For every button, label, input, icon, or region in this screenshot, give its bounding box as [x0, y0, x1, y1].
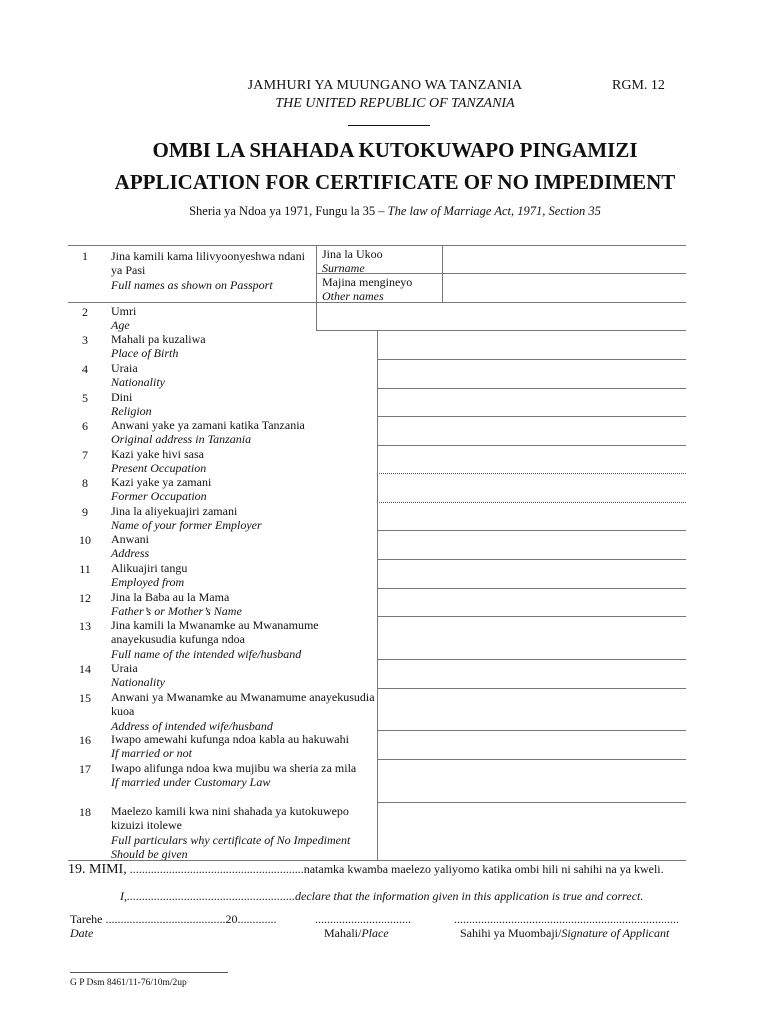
table-rule — [377, 530, 686, 531]
table-rule — [377, 588, 686, 589]
law-reference-en: The law of Marriage Act, 1971, Section 35 — [387, 204, 601, 218]
table-rule — [377, 802, 686, 803]
surname-label-en: Surname — [322, 261, 365, 276]
answer-field[interactable] — [377, 689, 686, 731]
row-number: 11 — [79, 562, 91, 576]
row-label — [111, 661, 376, 690]
form-code: RGM. 12 — [612, 78, 665, 93]
signature-line[interactable]: ........................................................................... — [454, 912, 679, 926]
table-rule — [377, 559, 686, 560]
row-label-en: Full particulars why certificate of No Impediment Should be given — [111, 832, 351, 861]
answer-field[interactable] — [377, 417, 686, 446]
row-label-full-names — [111, 249, 311, 292]
row-label-en: Name of your former Employer — [111, 518, 262, 533]
table-rule — [377, 445, 686, 446]
row-label-en: Full name of the intended wife/husband — [111, 646, 302, 661]
date-label: Date — [70, 926, 94, 940]
date-line[interactable]: Tarehe ........................................20............. — [70, 912, 277, 926]
row-label-en: Present Occupation — [111, 461, 207, 476]
title-sw: OMBI LA SHAHADA KUTOKUWAPO PINGAMIZI — [152, 138, 638, 162]
answer-field[interactable] — [377, 589, 686, 617]
row-label-sw: Jina la Baba au la Mama — [111, 590, 230, 604]
row-label-sw: Uraia — [111, 661, 138, 675]
row-label — [111, 361, 376, 390]
row-label — [111, 304, 376, 333]
row-label-sw: Jina la aliyekuajiri zamani — [111, 504, 238, 518]
answer-field[interactable] — [377, 531, 686, 560]
row-label-sw: Umri — [111, 304, 137, 318]
declaration-en: I,........................................................declare that the information given in this application is true and correct. — [120, 889, 644, 903]
row-label — [111, 390, 376, 419]
declaration-number: 19. MIMI, — [68, 862, 127, 877]
row-label — [111, 732, 376, 761]
answer-field[interactable] — [377, 617, 686, 660]
row-label-sw: Iwapo alifunga ndoa kwa mujibu wa sheria za mila — [111, 761, 357, 775]
row-label — [111, 590, 376, 619]
other-names-label — [322, 275, 412, 304]
table-rule — [377, 616, 686, 617]
row-label-en: Address — [111, 546, 150, 561]
row-label — [111, 332, 376, 361]
answer-field[interactable] — [377, 331, 686, 360]
other-names-label-sw: Majina mengineyo — [322, 275, 413, 289]
table-rule — [68, 860, 686, 861]
row-number: 16 — [79, 733, 91, 747]
answer-field[interactable] — [377, 389, 686, 417]
header-divider — [348, 125, 430, 126]
row-label-en: If married or not — [111, 746, 192, 761]
row-label — [111, 561, 376, 590]
row-label-sw: Kazi yake hivi sasa — [111, 447, 204, 461]
row-number: 12 — [79, 591, 91, 605]
row-number: 7 — [82, 448, 88, 462]
answer-field[interactable] — [377, 503, 686, 531]
place-label-sw: Mahali/ — [324, 926, 362, 940]
place-line[interactable]: ................................ — [315, 912, 411, 926]
surname-field[interactable] — [443, 246, 686, 274]
row-number: 9 — [82, 505, 88, 519]
row-label-en: Religion — [111, 404, 152, 419]
header-country-en: THE UNITED REPUBLIC OF TANZANIA — [275, 96, 515, 111]
place-label — [324, 926, 389, 941]
row-number: 18 — [79, 805, 91, 819]
answer-field[interactable] — [377, 660, 686, 689]
table-rule — [377, 473, 686, 474]
table-rule — [68, 302, 686, 303]
signature-label — [460, 926, 669, 941]
table-rule — [377, 416, 686, 417]
table-rule — [377, 388, 686, 389]
footer-rule — [70, 972, 228, 973]
row-label-en: Age — [111, 318, 130, 333]
row-label — [111, 804, 376, 861]
row-number: 15 — [79, 691, 91, 705]
row-number: 17 — [79, 762, 91, 776]
row-label — [111, 504, 376, 533]
signature-label-sw: Sahihi ya Muombaji/ — [460, 926, 562, 940]
row-number: 10 — [79, 533, 91, 547]
table-rule — [316, 330, 686, 331]
table-rule — [68, 245, 686, 246]
row-label-sw: Jina kamili kama lilivyoonyeshwa ndani ya Pasi — [111, 249, 305, 278]
row-label-en: Nationality — [111, 375, 165, 390]
surname-label-sw: Jina la Ukoo — [322, 247, 383, 261]
signature-label-en: Signature of Applicant — [561, 926, 670, 940]
row-label-sw: Anwani ya Mwanamke au Mwanamume anayekusudia kuoa — [111, 690, 375, 719]
row-label-sw: Iwapo amewahi kufunga ndoa kabla au hakuwahi — [111, 732, 349, 746]
row-number: 1 — [82, 249, 88, 263]
surname-label — [322, 247, 383, 276]
declaration-sw — [68, 862, 664, 878]
row-label-sw: Kazi yake ya zamani — [111, 475, 212, 489]
table-rule — [377, 659, 686, 660]
row-label-sw: Mahali pa kuzaliwa — [111, 332, 206, 346]
row-label — [111, 690, 376, 733]
declaration-sw-text: ..........................................................natamka kwamba maelezo yaliyomo katika ombi hili ni sahihi na ya kweli. — [126, 862, 664, 876]
answer-field[interactable] — [377, 446, 686, 474]
row-label-en: If married under Customary Law — [111, 775, 271, 790]
row-label-sw: Maelezo kamili kwa nini shahada ya kutokuwepo kizuizi itolewe — [111, 804, 349, 833]
law-reference-sw: Sheria ya Ndoa ya 1971, Fungu la 35 – — [189, 204, 388, 218]
answer-field[interactable] — [377, 474, 686, 503]
row-label — [111, 761, 376, 790]
table-rule — [377, 759, 686, 760]
row-number: 5 — [82, 391, 88, 405]
table-rule — [377, 688, 686, 689]
row-number: 4 — [82, 362, 88, 376]
row-label-en: Place of Birth — [111, 346, 179, 361]
table-rule — [316, 245, 317, 330]
answer-field[interactable] — [377, 560, 686, 589]
row-label-en: Full names as shown on Passport — [111, 277, 273, 292]
title-en: APPLICATION FOR CERTIFICATE OF NO IMPEDIMENT — [114, 170, 676, 194]
row-label-sw: Alikuajiri tangu — [111, 561, 188, 575]
row-label-en: Father’s or Mother’s Name — [111, 604, 242, 619]
other-names-label-en: Other names — [322, 289, 384, 304]
other-names-field[interactable] — [443, 274, 686, 302]
row-label-en: Former Occupation — [111, 489, 207, 504]
law-reference — [0, 204, 770, 219]
answer-field[interactable] — [377, 731, 686, 760]
row-label-en: Nationality — [111, 675, 165, 690]
answer-field[interactable] — [377, 760, 686, 803]
row-label-sw: Dini — [111, 390, 133, 404]
row-label — [111, 475, 376, 504]
table-rule — [316, 273, 686, 274]
table-rule — [377, 359, 686, 360]
row-number: 13 — [79, 619, 91, 633]
row-label-en: Original address in Tanzania — [111, 432, 252, 447]
row-label-sw: Jina kamili la Mwanamke au Mwanamume anayekusudia kufunga ndoa — [111, 618, 319, 647]
row-label — [111, 618, 376, 661]
answer-field[interactable] — [377, 803, 686, 859]
row-label-en: Address of intended wife/husband — [111, 718, 273, 733]
place-label-en: Place — [361, 926, 389, 940]
table-rule — [377, 502, 686, 503]
row-label-sw: Anwani yake ya zamani katika Tanzania — [111, 418, 305, 432]
row-label-sw: Anwani — [111, 532, 149, 546]
row-label-sw: Uraia — [111, 361, 138, 375]
row-label-en: Employed from — [111, 575, 185, 590]
row-label — [111, 418, 376, 447]
answer-field[interactable] — [377, 360, 686, 389]
row-label — [111, 532, 376, 561]
header-country-sw: JAMHURI YA MUUNGANO WA TANZANIA — [247, 78, 523, 93]
table-rule — [442, 245, 443, 302]
table-rule — [377, 330, 378, 860]
table-rule — [377, 730, 686, 731]
row-label — [111, 447, 376, 476]
row-number: 8 — [82, 476, 88, 490]
row-number: 6 — [82, 419, 88, 433]
row-number: 3 — [82, 333, 88, 347]
row-number: 14 — [79, 662, 91, 676]
row-number: 2 — [82, 305, 88, 319]
footer-code: G P Dsm 8461/11-76/10m/2up — [70, 978, 187, 988]
